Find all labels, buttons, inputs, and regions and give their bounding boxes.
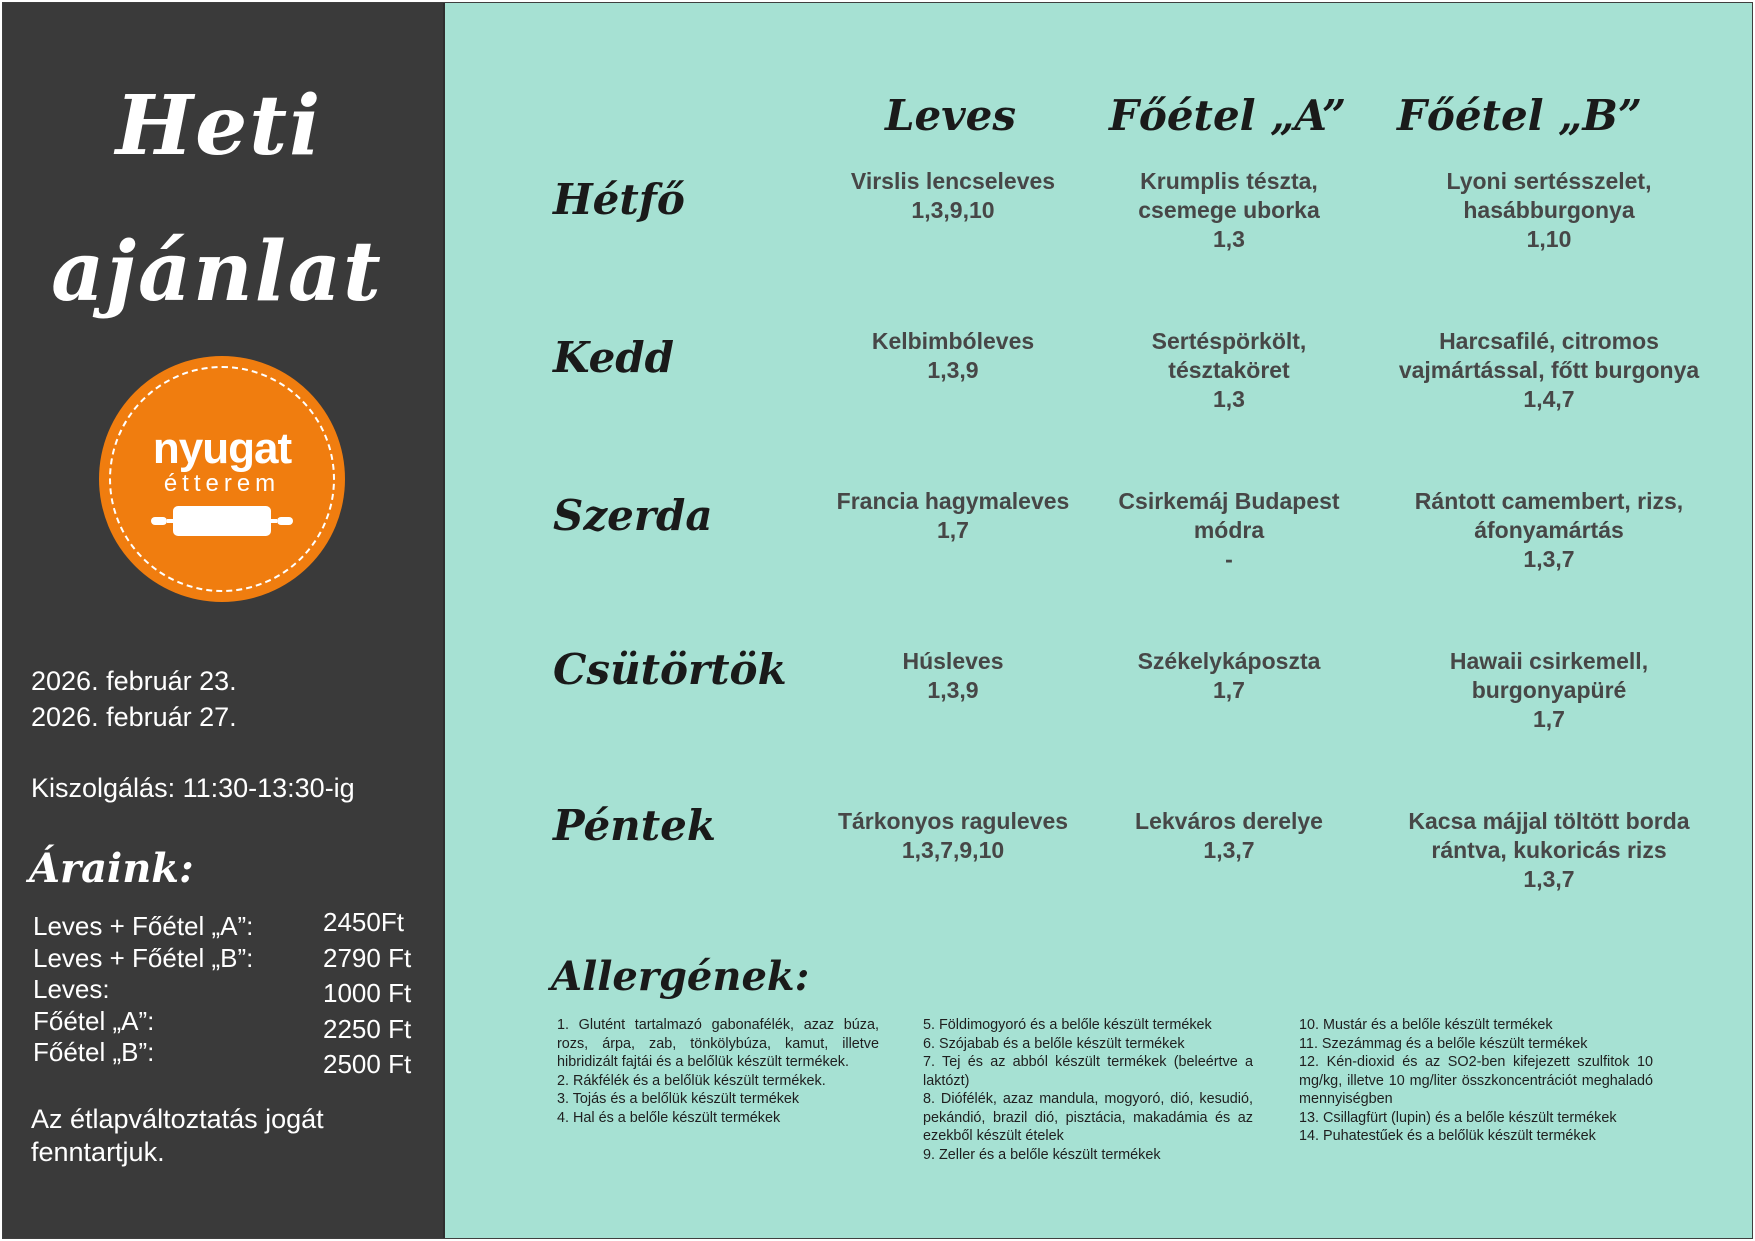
allergen-item: 13. Csillagfürt (lupin) és a belőle készült termékek bbox=[1299, 1109, 1617, 1126]
allergen-item: 2. Rákfélék és a belőlük készült termékek. bbox=[557, 1072, 826, 1089]
allergen-codes: 1,3,7 bbox=[1203, 837, 1255, 863]
column-header-main-a: Főétel „A” bbox=[1109, 91, 1347, 140]
allergen-codes: 1,3,9 bbox=[927, 357, 979, 383]
allergen-item: 4. Hal és a belőle készült termékek bbox=[557, 1109, 781, 1126]
menu-cell bbox=[1079, 647, 1379, 705]
dish-name: Kacsa májjal töltött borda rántva, kukoricás rizs bbox=[1408, 808, 1690, 863]
allergen-item: 5. Földimogyoró és a belőle készült termékek bbox=[923, 1017, 1212, 1033]
allergen-codes: 1,7 bbox=[1533, 706, 1565, 732]
price-value: 2250 Ft bbox=[323, 1014, 412, 1044]
dish-name: Harcsafilé, citromos vajmártással, főtt burgonya bbox=[1398, 328, 1700, 383]
allergen-codes: 1,3,7 bbox=[1523, 546, 1575, 572]
allergen-item: 6. Szójabab és a belőle készült termékek bbox=[923, 1035, 1185, 1052]
logo-word-sub: étterem bbox=[163, 470, 281, 497]
allergen-codes: 1,3 bbox=[1213, 386, 1245, 412]
title-line-2: ajánlat bbox=[51, 224, 383, 320]
column-header-main-b: Főétel „B” bbox=[1397, 91, 1643, 140]
sidebar bbox=[3, 3, 443, 1238]
menu-cell bbox=[803, 807, 1103, 865]
allergen-codes: 1,3 bbox=[1213, 226, 1245, 252]
price-label: Főétel „A”: bbox=[33, 1006, 155, 1036]
menu-cell bbox=[1079, 167, 1379, 254]
price-value: 2790 Ft bbox=[323, 943, 412, 973]
serving-hours: Kiszolgálás: 11:30-13:30-ig bbox=[31, 773, 355, 803]
allergen-codes: 1,3,9 bbox=[927, 677, 979, 703]
price-label: Leves + Főétel „A”: bbox=[33, 911, 254, 941]
allergen-codes: 1,4,7 bbox=[1523, 386, 1575, 412]
price-row bbox=[3, 974, 443, 1010]
day-wednesday: Szerda bbox=[553, 491, 713, 540]
dish-name: Hawaii csirkemell, burgonyapüré bbox=[1449, 648, 1649, 703]
dish-name: Kelbimbóleves bbox=[871, 328, 1035, 354]
allergen-item: 3. Tojás és a belőlük készült termékek bbox=[557, 1091, 800, 1107]
price-label: Leves + Főétel „B”: bbox=[33, 943, 254, 973]
price-value: 2450Ft bbox=[323, 907, 404, 937]
dish-name: Tárkonyos raguleves bbox=[837, 808, 1069, 834]
allergen-item: 1. Glutént tartalmazó gabonafélék, azaz búza, rozs, árpa, zab, tönkölybúza, kamut, illetve hibridizált fajtái és a belőlük készült termékek. bbox=[557, 1017, 879, 1070]
allergen-codes: 1,7 bbox=[937, 517, 969, 543]
allergen-codes: 1,3,7,9,10 bbox=[901, 837, 1005, 863]
dish-name: Csirkemáj Budapest módra bbox=[1118, 488, 1340, 543]
column-header-soup: Leves bbox=[885, 91, 1017, 140]
menu-cell bbox=[803, 167, 1103, 225]
date-start: 2026. február 23. bbox=[31, 666, 237, 696]
menu-cell bbox=[803, 327, 1103, 385]
menu-cell bbox=[803, 647, 1103, 705]
allergen-item: 12. Kén-dioxid és az SO2-ben kifejezett szulfitok 10 mg/kg, illetve 10 mg/liter összkoncentrációt meghaladó mennyiségben bbox=[1299, 1054, 1653, 1107]
allergen-item: 14. Puhatestűek és a belőlük készült termékek bbox=[1299, 1128, 1596, 1144]
allergen-list-1 bbox=[557, 1016, 879, 1127]
date-end: 2026. február 27. bbox=[31, 702, 237, 732]
menu-page bbox=[2, 2, 1753, 1239]
menu-cell bbox=[1389, 327, 1709, 414]
menu-cell bbox=[1079, 487, 1379, 574]
title-line-1: Heti bbox=[115, 78, 323, 174]
dish-name: Sertéspörkölt, tésztaköret bbox=[1151, 328, 1307, 383]
dish-name: Lyoni sertésszelet, hasábburgonya bbox=[1446, 168, 1652, 223]
dish-name: Krumplis tészta, csemege uborka bbox=[1138, 168, 1320, 223]
menu-cell bbox=[1389, 647, 1709, 734]
dish-name: Rántott camembert, rizs, áfonyamártás bbox=[1414, 488, 1684, 543]
allergen-codes: 1,7 bbox=[1213, 677, 1245, 703]
dish-name: Székelykáposzta bbox=[1137, 648, 1321, 674]
dish-name: Húsleves bbox=[902, 648, 1004, 674]
dish-name: Lekváros derelye bbox=[1135, 808, 1323, 834]
allergen-item: 11. Szezámmag és a belőle készült termékek bbox=[1299, 1035, 1588, 1052]
allergen-codes: 1,3,9,10 bbox=[911, 197, 995, 223]
menu-cell bbox=[1389, 807, 1709, 894]
day-friday: Péntek bbox=[553, 801, 716, 850]
allergen-item: 9. Zeller és a belőle készült termékek bbox=[923, 1146, 1161, 1163]
allergen-list-2 bbox=[923, 1016, 1253, 1164]
day-monday: Hétfő bbox=[553, 175, 685, 224]
allergen-codes: - bbox=[1225, 546, 1233, 572]
disclaimer: Az étlapváltoztatás jogát fenntartjuk. bbox=[31, 1104, 324, 1167]
weekly-menu bbox=[443, 3, 1752, 1238]
allergen-item: 10. Mustár és a belőle készült termékek bbox=[1299, 1017, 1553, 1033]
restaurant-logo bbox=[99, 356, 345, 602]
menu-cell bbox=[1389, 167, 1709, 254]
allergen-codes: 1,10 bbox=[1526, 226, 1572, 252]
price-value: 2500 Ft bbox=[323, 1049, 412, 1079]
day-tuesday: Kedd bbox=[553, 333, 675, 382]
prices-title: Áraink: bbox=[29, 845, 194, 892]
allergen-item: 8. Diófélék, azaz mandula, mogyoró, dió, kesudió, pekándió, brazil dió, pisztácia, makadámia és az ezekből készült ételek bbox=[923, 1091, 1253, 1144]
allergen-codes: 1,3,7 bbox=[1523, 866, 1575, 892]
price-row bbox=[3, 907, 443, 947]
menu-cell bbox=[803, 487, 1103, 545]
dish-name: Francia hagymaleves bbox=[836, 488, 1070, 514]
allergen-item: 7. Tej és az abból készült termékek (beleértve a laktózt) bbox=[923, 1054, 1253, 1089]
rolling-pin-icon bbox=[151, 504, 293, 538]
allergen-list-3 bbox=[1299, 1016, 1653, 1146]
price-label: Főétel „B”: bbox=[33, 1037, 155, 1067]
day-thursday: Csütörtök bbox=[553, 645, 787, 694]
price-label: Leves: bbox=[33, 974, 110, 1004]
menu-cell bbox=[1079, 807, 1379, 865]
price-value: 1000 Ft bbox=[323, 978, 412, 1008]
allergens-title: Allergének: bbox=[551, 953, 810, 1000]
dish-name: Virslis lencseleves bbox=[850, 168, 1056, 194]
price-row bbox=[3, 1037, 443, 1079]
logo-word-main: nyugat bbox=[152, 424, 292, 473]
menu-cell bbox=[1389, 487, 1709, 574]
menu-cell bbox=[1079, 327, 1379, 414]
